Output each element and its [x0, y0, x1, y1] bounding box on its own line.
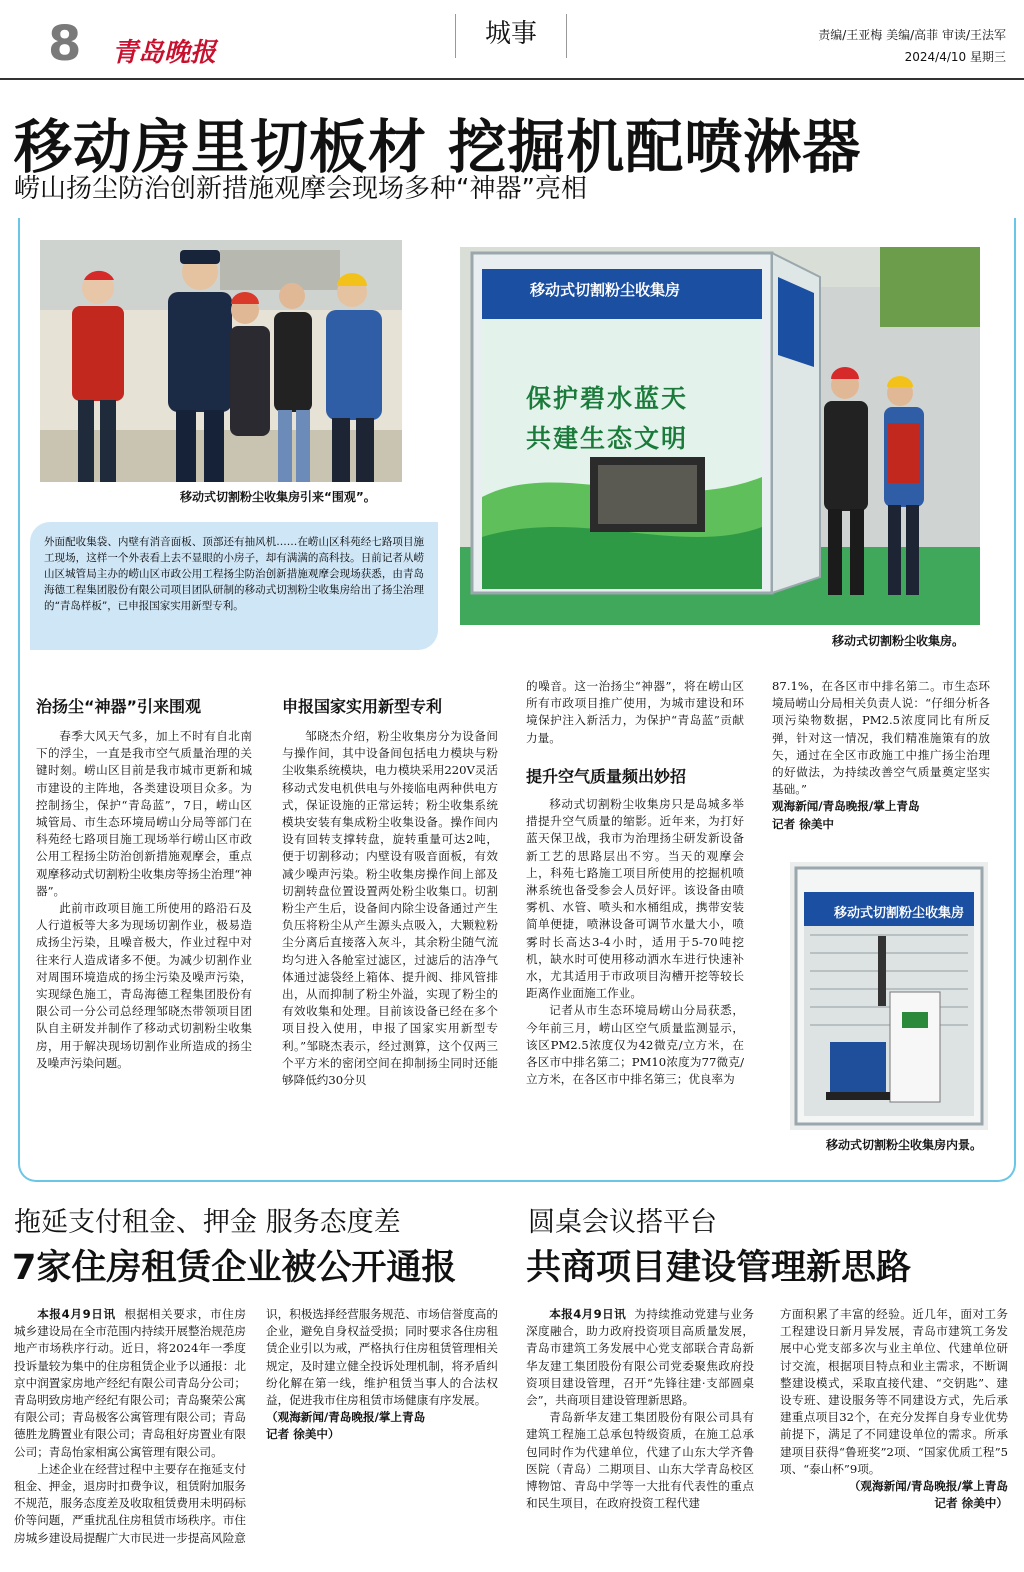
- paragraph-continued: 识，积极选择经营服务规范、市场信誉度高的企业，避免自身权益受损；同时要求各住房租赁企业引以为戒，严格执行住房租赁管理相关规定，及时建立健全投诉处理机制，将矛盾纠纷化解在第一线，维护租赁当事人的合法权益，促进我市住房租赁市场健康有序发展。: [266, 1307, 498, 1408]
- byline: （观海新闻/青岛晚报/掌上青岛: [848, 1479, 1008, 1494]
- section3-body-top: [526, 678, 744, 747]
- story2-headline-small: 拖延支付租金、押金 服务态度差: [14, 1207, 401, 1238]
- paragraph-text: 根据相关要求，市住房城乡建设局在全市范围内持续开展整治规范房地产市场秩序行动。近日，将2024年一季度投诉量较为集中的住房租赁企业予以通报：北京中润置家房地产经纪有限公司青岛分公司；青岛明致房地产经纪有限公司；青岛聚荣公寓有限公司；青岛极客公寓管理有限公司；青岛德胜龙腾置业有限公司；青岛租好房置业有限公司；青岛怡家相寓公寓管理有限公司。: [14, 1307, 246, 1459]
- signature-line: [780, 1478, 1008, 1512]
- paragraph: [14, 1306, 246, 1461]
- credits-line: 责编/王亚梅 美编/高菲 审读/王法军: [818, 28, 1006, 42]
- story2-headline: 7家住房租赁企业被公开通报: [12, 1248, 457, 1288]
- photo-officials-viewing: [40, 240, 402, 482]
- photo-dust-room-interior: [790, 862, 988, 1130]
- section3-body-end: [772, 678, 990, 833]
- paragraph: 此前市政项目施工所使用的路沿石及人行道板等大多为现场切割作业，极易造成扬尘污染，且噪音极大，作业过程中对往来行人造成诸多不便。为减少切割作业对周围环境造成的扬尘污染及噪声污染，实现绿色施工，青岛海德工程集团股份有限公司一分公司总经理邹晓杰带领项目团队自主研发并制作了移动式切割粉尘收集房，用于解决现场切割作业所造成的扬尘及噪声污染问题。: [36, 901, 252, 1070]
- paragraph: 的噪音。这一治扬尘“神器”，将在崂山区所有市政项目推广使用，为城市建设和环境保护注入新活力，为保护“青岛蓝”贡献力量。: [526, 679, 744, 745]
- paragraph: 上述企业在经营过程中主要存在拖延支付租金、押金，退房时扣费争议，租赁附加服务不规范，服务态度差及收取租赁费用未明码标价等问题，严重扰乱住房租赁市场秩序。市住房城乡建设局提醒广大市民进一步提高风险意: [14, 1461, 246, 1545]
- header-rule: [0, 78, 1024, 80]
- photo-dust-room: [460, 247, 980, 625]
- photo1-caption: 移动式切割粉尘收集房引来“围观”。: [180, 490, 376, 504]
- slogan-line-1: 保护碧水蓝天: [526, 384, 689, 413]
- section1-body: [36, 728, 252, 1072]
- editor-credits: [818, 24, 1006, 68]
- reporter: 记者 徐美中）: [266, 1427, 340, 1442]
- paragraph-text: 为持续推动党建与业务深度融合，助力政府投资项目高质量发展，青岛市建筑工务发展中心党支部联合青岛新华友建工集团股份有限公司党委聚焦政府投资项目建设管理，召开“先锋往建·支部圆桌会”，共商项目建设管理新思路。: [526, 1307, 755, 1408]
- paragraph: 青岛新华友建工集团股份有限公司具有建筑工程施工总承包特级资质，在施工总承包同时作为代建单位，代建了山东大学齐鲁医院（青岛）二期项目、山东大学青岛校区博物馆、青岛中学等一大批有代表性的重点和民生项目，在政府投资工程代建: [526, 1410, 754, 1511]
- story3-headline-small: 圆桌会议搭平台: [528, 1207, 717, 1238]
- dust-room-sign: 移动式切割粉尘收集房: [530, 281, 681, 299]
- story2-body-col2: [266, 1306, 498, 1444]
- paragraph: [526, 1306, 754, 1409]
- reporter: 记者 徐美中）: [934, 1496, 1008, 1511]
- intro-box: 外面配收集袋、内壁有消音面板、顶部还有抽风机……在崂山区科苑经七路项目施工现场，这样一个外表看上去不显眼的小房子，却有满满的高科技。日前记者从崂山区城管局主办的崂山区市政公用工程扬尘防治创新措施观摩会现场获悉，由青岛海德工程集团股份有限公司项目团队研制的移动式切割粉尘收集房给出了扬尘治理的“青岛样板”，已申报国家实用新型专利。: [30, 522, 438, 650]
- dateline: 本报4月9日讯: [37, 1307, 116, 1321]
- reporter: 记者 徐美中: [772, 816, 835, 831]
- section1-title: 治扬尘“神器”引来围观: [36, 697, 202, 716]
- main-subheadline: 崂山扬尘防治创新措施观摩会现场多种“神器”亮相: [14, 174, 587, 204]
- photo2-caption: 移动式切割粉尘收集房。: [832, 634, 965, 648]
- byline: （观海新闻/青岛晚报/掌上青岛: [266, 1410, 426, 1425]
- issue-date: 2024/4/10 星期三: [904, 50, 1006, 64]
- newspaper-logo: 青岛晚报: [112, 38, 217, 68]
- section2-body: [282, 728, 498, 1089]
- section3-body: [526, 796, 744, 1088]
- story2-body-col1: [14, 1306, 246, 1547]
- photo3-caption: 移动式切割粉尘收集房内景。: [826, 1138, 983, 1152]
- paragraph: 记者从市生态环境局崂山分局获悉，今年前三月，崂山区空气质量监测显示，该区PM2.5浓度仅为42微克/立方米，在各区市中排名第二；PM10浓度为77微克/立方米，在各区市中排名第三；优良率为: [526, 1003, 744, 1087]
- page-number: 8: [48, 16, 82, 72]
- section-title: 城事: [455, 14, 567, 58]
- paragraph: 邹晓杰介绍，粉尘收集房分为设备间与操作间，其中设备间包括电力模块与粉尘收集系统模块，电力模块采用220V灵活移动式发电机供电与外接临电两种供电方式，保证设施的正常运转；粉尘收集系统模块安装有集成粉尘收集设备。操作间内设有回转支撑转盘，旋转重量可达2吨，便于切割移动；内壁设有吸音面板，有效减少噪声污染。粉尘收集房操作间上部及切割转盘位置设置两处粉尘收集口。切割粉尘产生后，设备间内除尘设备通过产生负压将粉尘从产生源头点吸入，大颗粒粉尘分离后直接落入灰斗，其余粉尘随气流均匀进入各舱室过滤区，过滤后的洁净气体通过滤袋经上箱体、提升阀、排风管排出，从而抑制了粉尘外溢，实现了粉尘的有效收集和处理。目前该设备已经在多个项目投入使用，申报了国家实用新型专利。”邹晓杰表示，经过测算，这个仅两三个平方米的密闭空间在抑制扬尘同时还能够降低约30分贝: [282, 729, 499, 1088]
- story3-headline: 共商项目建设管理新思路: [526, 1248, 912, 1288]
- signature-line: [266, 1409, 498, 1443]
- paragraph: 方面积累了丰富的经验。近几年，面对工务工程建设日新月异发展，青岛市建筑工务发展中心党支部多次与业主单位、代建单位研讨交流，根据项目特点和业主需求，不断调整建设模式，采取直接代建、“交钥匙”、建设专班、建设服务等不同建设方式，先后承建重点项目32个，在充分发挥自身专业优势前提下，满足了不同建设单位的需求。所承建项目获得“鲁班奖”2项、“国家优质工程”5项、“泰山杯”9项。: [780, 1307, 1008, 1476]
- paragraph: 春季大风天气多，加上不时有自北南下的浮尘，一直是我市空气质量治理的关键时刻。崂山区目前是我市城市更新和城市建设的主阵地，各类建设项目众多。为控制扬尘，保护“青岛蓝”，7日，崂山区城管局、市生态环境局崂山分局等部门在科苑经七路项目施工现场举行崂山区市政公用工程扬尘防治创新措施观摩会，重点观摩移动式切割粉尘收集房等扬尘治理“神器”。: [36, 729, 252, 898]
- main-headline: 移动房里切板材 挖掘机配喷淋器: [14, 113, 862, 181]
- slogan-line-2: 共建生态文明: [526, 424, 689, 453]
- interior-sign: 移动式切割粉尘收集房: [834, 906, 965, 921]
- paragraph: 移动式切割粉尘收集房只是岛城多举措提升空气质量的缩影。近年来，为打好蓝天保卫战，我市为治理扬尘研发新设备新工艺的思路层出不穷。当天的观摩会上，科苑七路施工项目所使用的挖掘机喷淋系统也备受参会人员好评。该设备由喷雾机、水管、喷头和水桶组成，携带安装简单便捷，喷淋设备可调节水量大小，喷雾时长高达3-4小时，适用于5-70吨挖机，缺水时可使用移动洒水车进行快速补水，尤其适用于市政项目沟槽开挖等较长距离作业面施工作业。: [526, 797, 744, 1001]
- story3-body-col1: [526, 1306, 754, 1512]
- byline: 观海新闻/青岛晚报/掌上青岛: [772, 799, 920, 814]
- signature-line: [772, 798, 990, 832]
- story3-body-col2: [780, 1306, 1008, 1512]
- section2-title: 申报国家实用新型专利: [282, 697, 443, 716]
- dateline: 本报4月9日讯: [549, 1307, 627, 1321]
- section3-title: 提升空气质量频出妙招: [526, 767, 687, 786]
- photo-officials-illustration: [40, 240, 402, 482]
- paragraph: 87.1%，在各区市中排名第二。市生态环境局崂山分局相关负责人说：“仔细分析各项污染物数据，PM2.5浓度同比有所反弹，针对这一情况，我们精准施策有的放矢，通过在全区市政施工中推广扬尘治理的好做法，为持续改善空气质量奠定坚实基础。”: [772, 679, 990, 797]
